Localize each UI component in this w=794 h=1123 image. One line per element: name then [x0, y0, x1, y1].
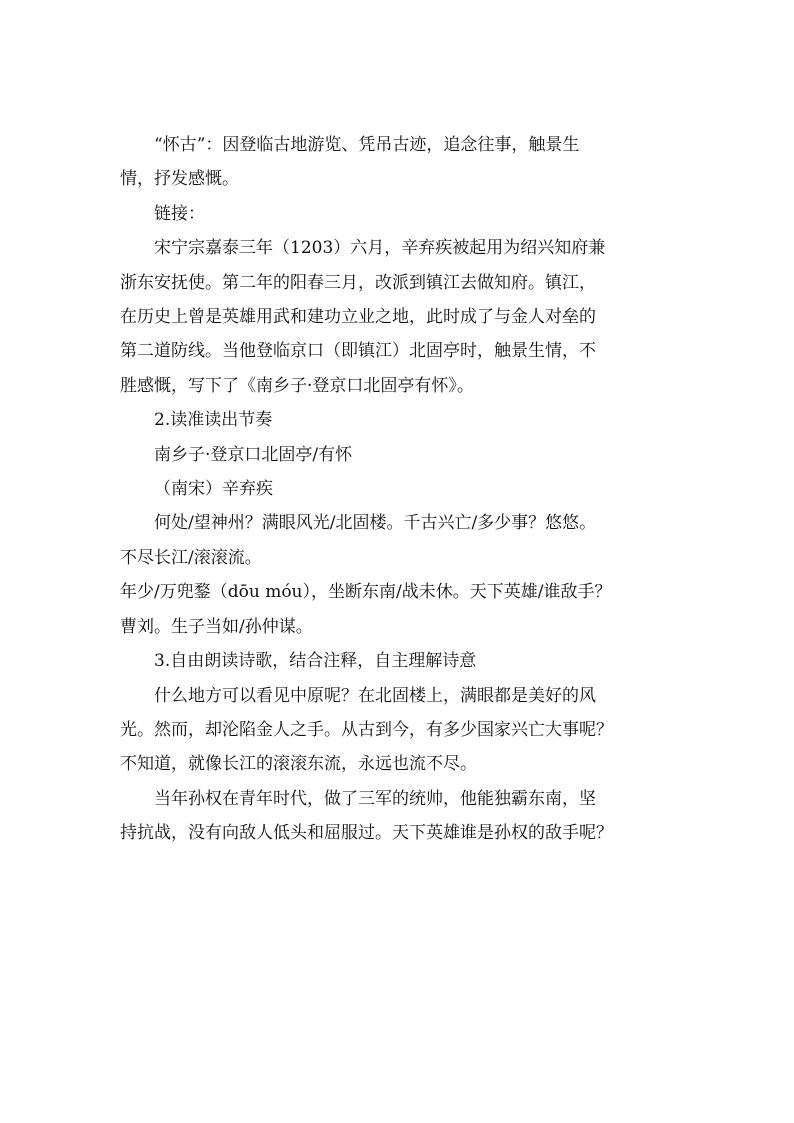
text-line: 宋宁宗嘉泰三年（1203）六月，辛弃疾被起用为绍兴知府兼	[154, 238, 606, 259]
paragraph-interpretation-2	[120, 782, 675, 851]
text-line: 南乡子·登京口北固亭/有怀	[154, 444, 353, 465]
text-line: 2.读准读出节奏	[154, 410, 273, 431]
paragraph-link-heading	[120, 197, 675, 231]
text-line: 光。然而，却沦陷金人之手。从古到今，有多少国家兴亡大事呢？	[120, 719, 613, 740]
section-heading-interpret	[120, 644, 675, 678]
paragraph-interpretation-1	[120, 679, 675, 782]
text-line: 年少/万兜鍪（dōu móu），坐断东南/战未休。天下英雄/谁敌手？	[120, 582, 612, 603]
text-line: 持抗战，没有向敌人低头和屈服过。天下英雄谁是孙权的敌手呢？	[120, 823, 613, 844]
text-line: 3.自由朗读诗歌，结合注释，自主理解诗意	[154, 651, 477, 672]
text-line: 浙东安抚使。第二年的阳春三月，改派到镇江去做知府。镇江，	[120, 272, 596, 293]
paragraph-background	[120, 231, 675, 403]
text-line: 情，抒发感慨。	[120, 169, 239, 190]
paragraph-huaigu-definition	[120, 128, 675, 197]
text-line: 什么地方可以看见中原呢？在北固楼上，满眼都是美好的风	[154, 685, 596, 706]
section-heading-rhythm	[120, 403, 675, 437]
text-line: 胜感慨，写下了《南乡子·登京口北固亭有怀》。	[120, 375, 474, 396]
poem-stanza-1	[120, 506, 675, 575]
document-body	[120, 128, 675, 851]
text-line: 第二道防线。当他登临京口（即镇江）北固亭时，触景生情，不	[120, 341, 596, 362]
text-line: 不尽长江/滚滚流。	[120, 547, 262, 568]
poem-title	[120, 438, 675, 472]
text-line: （南宋）辛弃疾	[154, 479, 273, 500]
text-line: 在历史上曾是英雄用武和建功立业之地，此时成了与金人对垒的	[120, 307, 596, 328]
poem-stanza-2	[120, 575, 675, 644]
text-line: 曹刘。生子当如/孙仲谋。	[120, 616, 313, 637]
text-line: 何处/望神州？满眼风光/北固楼。千古兴亡/多少事？悠悠。	[154, 513, 597, 534]
text-line: 当年孙权在青年时代，做了三军的统帅，他能独霸东南，坚	[154, 788, 596, 809]
text-line: 链接：	[154, 203, 205, 224]
text-line: 不知道，就像长江的滚滚东流，永远也流不尽。	[120, 754, 477, 775]
poem-author	[120, 472, 675, 506]
text-line: “怀古”：因登临古地游览、凭吊古迹，追念往事，触景生	[154, 135, 580, 155]
